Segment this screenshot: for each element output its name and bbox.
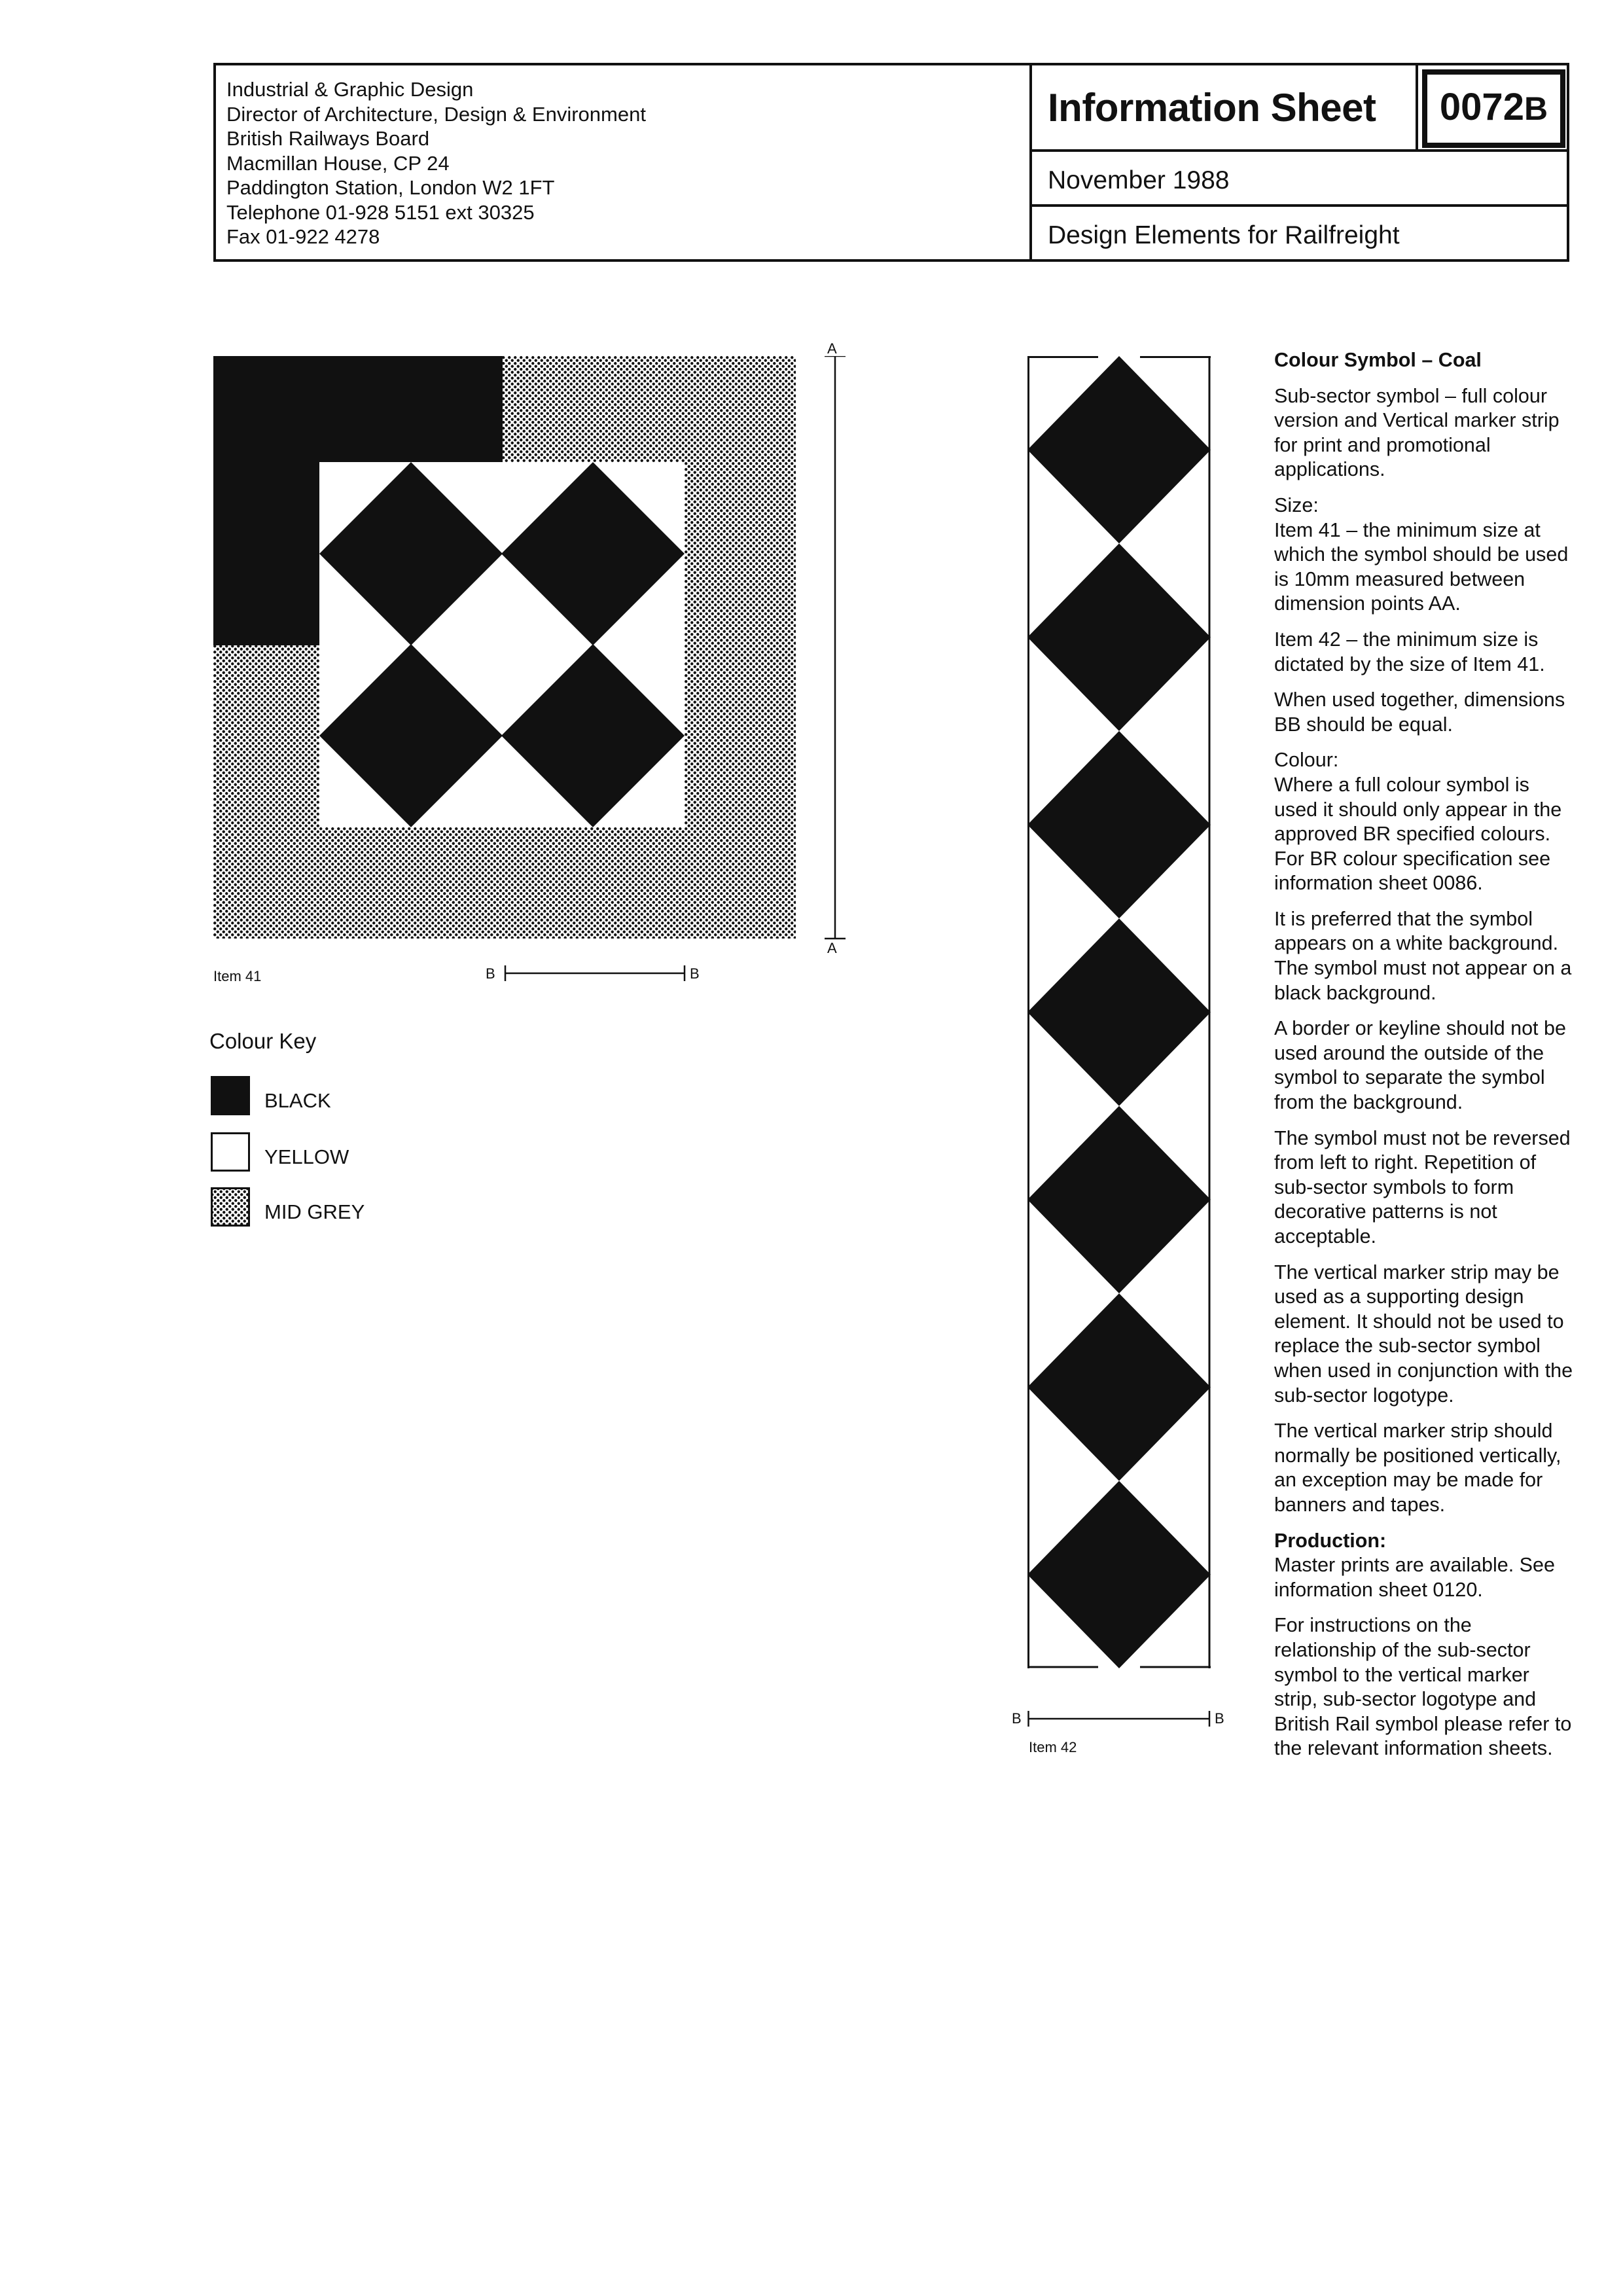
address-line: Director of Architecture, Design & Environment xyxy=(226,102,646,126)
section-heading: Colour Symbol – Coal xyxy=(1274,349,1482,371)
sheet-number-digits: 0072 xyxy=(1439,86,1524,128)
address-line: Macmillan House, CP 24 xyxy=(226,151,450,175)
size-heading: Size: xyxy=(1274,493,1319,516)
date-cell xyxy=(1032,152,1569,207)
size-item-42: Item 42 – the minimum size is dictated by the size of Item 41. xyxy=(1274,628,1545,675)
intro-paragraph: Sub-sector symbol – full colour version and Vertical marker strip for print and promotional applications. xyxy=(1274,384,1560,481)
strip-dimension-label-b-left: B xyxy=(1012,1710,1022,1727)
production-paragraph xyxy=(1274,1529,1575,1603)
vertical-marker-strip-item-42 xyxy=(1027,356,1224,1757)
strip-diamond xyxy=(1027,356,1211,543)
address-line: Paddington Station, London W2 1FT xyxy=(226,176,555,199)
strip-dimension-bb xyxy=(1029,1711,1210,1727)
strip-diamond xyxy=(1027,918,1211,1105)
address-block xyxy=(216,65,1032,259)
address-line: Industrial & Graphic Design xyxy=(226,78,474,101)
colour-body: Where a full colour symbol is used it should only appear in the approved BR specified colours. For BR colour specification see information sheet 0086. xyxy=(1274,773,1562,895)
colour-key-label: BLACK xyxy=(264,1089,331,1112)
dimension-label-a-bottom: A xyxy=(827,940,837,956)
colour-key-label: YELLOW xyxy=(264,1145,349,1168)
strip-dimension-label-b-right: B xyxy=(1215,1710,1224,1727)
header-block xyxy=(213,63,1569,262)
border-paragraph: A border or keyline should not be used around the outside of the symbol to separate the symbol from the background. xyxy=(1274,1017,1566,1114)
strip-use-paragraph: The vertical marker strip may be used as a supporting design element. It should not be used to replace the sub-sector symbol when used in conjunction with the sub-sector logotype. xyxy=(1274,1261,1573,1407)
strip-diamond xyxy=(1027,731,1211,918)
strip-diamond xyxy=(1027,1106,1211,1293)
sheet-suffix: B xyxy=(1524,90,1548,127)
strip-diamond xyxy=(1027,1481,1211,1668)
sheet-title: Information Sheet xyxy=(1048,86,1376,130)
item-41-label: Item 41 xyxy=(213,968,262,984)
size-paragraph xyxy=(1274,493,1575,617)
strip-position-paragraph: The vertical marker strip should normally be positioned vertically, an exception may be made for banners and tapes. xyxy=(1274,1420,1561,1516)
colour-key-title: Colour Key xyxy=(209,1029,317,1053)
item-42-label: Item 42 xyxy=(1029,1739,1077,1755)
colour-heading: Colour: xyxy=(1274,749,1339,772)
address-line: Fax 01-922 4278 xyxy=(226,225,380,248)
size-item-41: Item 41 – the minimum size at which the symbol should be used is 10mm measured between dimension points AA. xyxy=(1274,518,1569,615)
title-cell xyxy=(1032,65,1569,152)
colour-key-label: MID GREY xyxy=(264,1200,365,1223)
strip-diamond xyxy=(1027,1293,1211,1480)
instructions-paragraph: For instructions on the relationship of the sub-sector symbol to the vertical marker strip, sub-sector logotype and British Rail symbol please refer to the relevant information sheets. xyxy=(1274,1614,1572,1760)
coal-symbol-item-41 xyxy=(213,356,855,997)
sheet-number xyxy=(1422,69,1565,148)
address-line: British Railways Board xyxy=(226,127,430,150)
production-body: Master prints are available. See information sheet 0120. xyxy=(1274,1554,1555,1601)
mid-grey-swatch xyxy=(211,1187,250,1227)
reversed-paragraph: The symbol must not be reversed from left to right. Repetition of sub-sector symbols to form decorative patterns is not acceptable. xyxy=(1274,1126,1571,1247)
sheet-subject: Design Elements for Railfreight xyxy=(1048,221,1400,249)
dimension-label-b-left: B xyxy=(486,965,495,982)
colour-paragraph xyxy=(1274,748,1575,896)
dimension-bb xyxy=(505,965,685,981)
description-column xyxy=(1274,348,1575,1772)
dimension-aa xyxy=(825,356,846,939)
sheet-number-box xyxy=(1416,65,1569,152)
together-paragraph: When used together, dimensions BB should be equal. xyxy=(1274,689,1565,736)
subject-cell xyxy=(1032,207,1569,262)
strip-diamond xyxy=(1027,543,1211,730)
black-swatch xyxy=(211,1076,250,1115)
production-heading: Production: xyxy=(1274,1529,1387,1552)
address-line: Telephone 01-928 5151 ext 30325 xyxy=(226,200,535,224)
dimension-label-b-right: B xyxy=(690,965,700,982)
sheet-date: November 1988 xyxy=(1048,166,1230,194)
background-paragraph: It is preferred that the symbol appears on a white background. The symbol must not appear on a black background. xyxy=(1274,907,1572,1004)
dimension-label-a-top: A xyxy=(827,340,837,357)
strip-diamonds xyxy=(1027,356,1211,1668)
yellow-swatch xyxy=(211,1132,250,1172)
